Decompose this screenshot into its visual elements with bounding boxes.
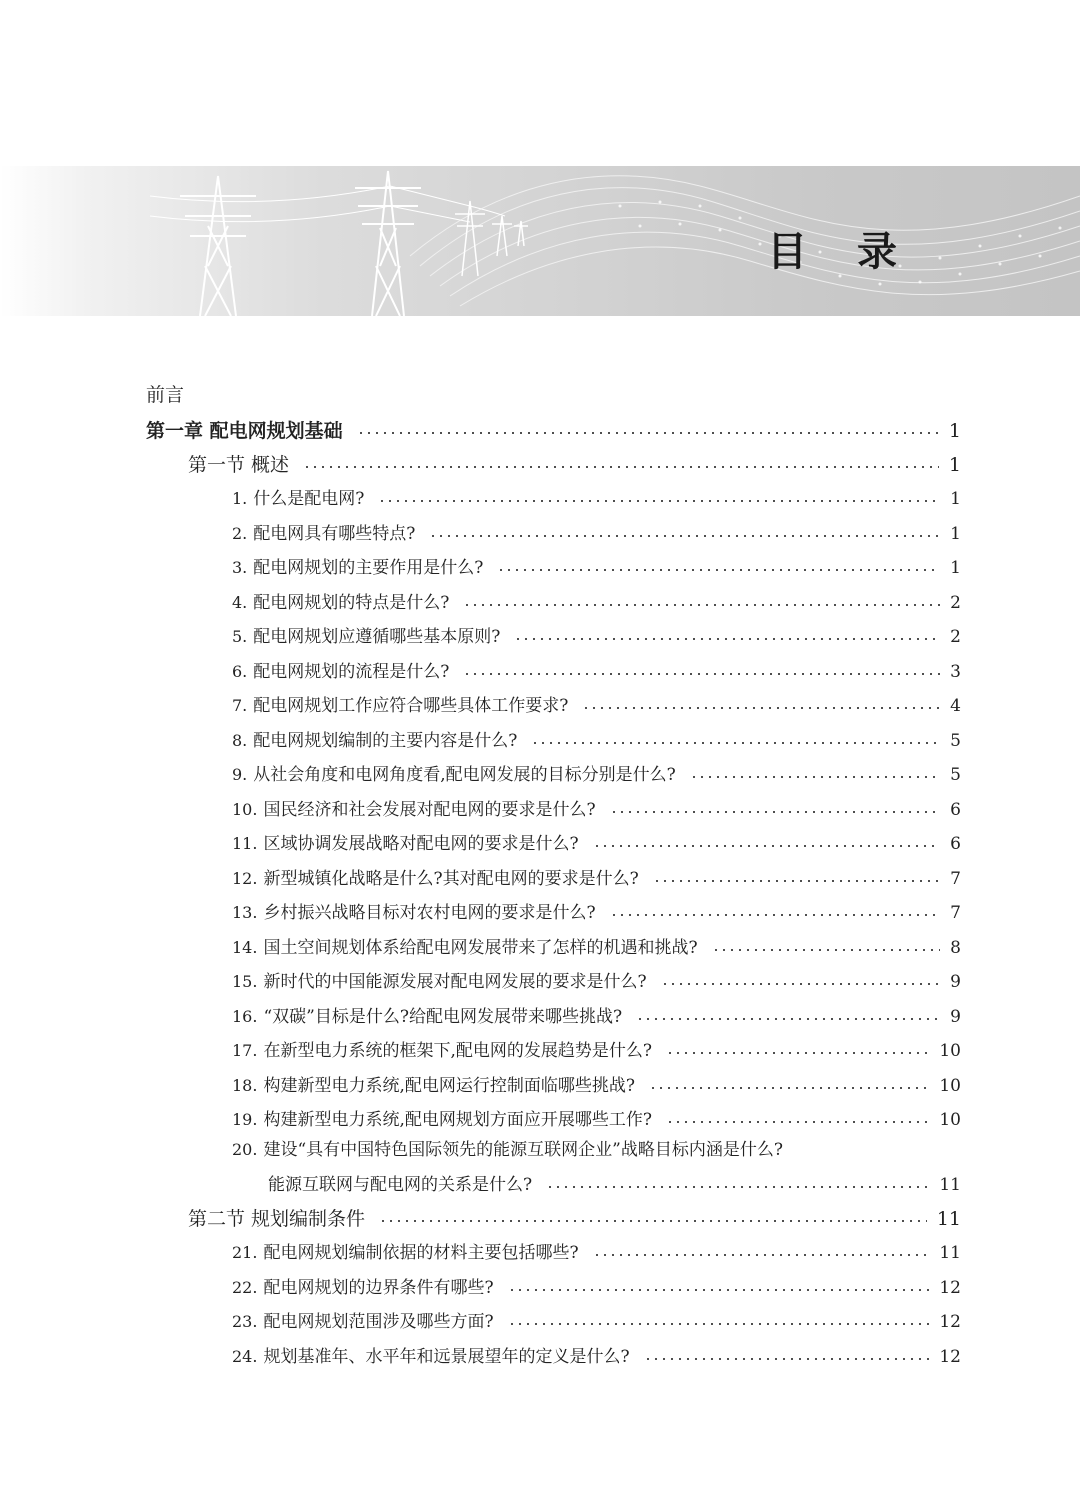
- toc-page-number: 7: [950, 868, 961, 889]
- leader-dots: [610, 914, 941, 916]
- toc-item[interactable]: [232, 896, 961, 930]
- toc-item[interactable]: [232, 1340, 961, 1374]
- toc-page-number: 9: [950, 972, 961, 992]
- toc-item-title: 国土空间规划体系给配电网发展带来了怎样的机遇和挑战?: [263, 937, 698, 958]
- toc-item-text: [232, 1034, 652, 1068]
- leader-dots: [593, 845, 941, 847]
- toc-item[interactable]: [232, 620, 961, 654]
- leader-dots: [582, 707, 940, 709]
- toc-item[interactable]: [232, 724, 961, 758]
- toc-item-title: 在新型电力系统的框架下,配电网的发展趋势是什么?: [263, 1041, 652, 1061]
- toc-item-number: 1.: [232, 489, 248, 508]
- toc-page-number: 1: [950, 489, 961, 509]
- toc-item-number: 16.: [232, 1006, 258, 1026]
- toc-section-label: 第二节 规划编制条件: [188, 1208, 366, 1230]
- toc-item[interactable]: [232, 931, 961, 965]
- toc-item-text: [232, 793, 596, 827]
- leader-dots: [303, 466, 939, 468]
- toc-item[interactable]: [232, 1069, 961, 1103]
- toc-item-number: 2.: [232, 523, 248, 543]
- toc-page-number: 12: [939, 1277, 961, 1298]
- toc-item-20[interactable]: [232, 1133, 961, 1167]
- toc-item-text: [232, 551, 483, 585]
- leader-dots: [379, 1220, 927, 1222]
- toc-item-text: [232, 1069, 635, 1103]
- toc-item-text: [232, 482, 364, 516]
- toc-item-title: 配电网具有哪些特点?: [253, 523, 416, 544]
- toc-item[interactable]: [232, 655, 961, 689]
- toc-page-number: 1: [948, 420, 961, 442]
- toc-item-text: [232, 827, 579, 861]
- toc-page-number: 1: [948, 454, 961, 476]
- toc-page-number: 2: [950, 627, 961, 647]
- toc-item-text: [232, 1271, 494, 1305]
- toc-page-number: 5: [950, 765, 961, 785]
- toc-item-number: 20.: [232, 1140, 258, 1159]
- toc-item-number: 9.: [232, 765, 248, 784]
- toc-item[interactable]: [232, 827, 961, 861]
- leader-dots: [666, 1052, 929, 1054]
- toc-item-title: 配电网规划的主要作用是什么?: [253, 558, 484, 578]
- toc-item[interactable]: [232, 482, 961, 516]
- toc-item-number: 11.: [232, 834, 258, 853]
- toc-item[interactable]: [232, 517, 961, 551]
- toc-page-number: 8: [950, 937, 961, 958]
- leader-dots: [610, 811, 941, 813]
- leader-dots: [636, 1018, 940, 1020]
- leader-dots: [508, 1289, 930, 1291]
- toc-item[interactable]: [232, 758, 961, 792]
- leader-dots: [497, 569, 940, 571]
- toc-page-number: 11: [936, 1208, 961, 1230]
- toc-item-title: 配电网规划的流程是什么?: [253, 661, 450, 682]
- toc-item-number: 17.: [232, 1041, 258, 1060]
- toc-page-number: 1: [950, 558, 961, 578]
- toc-item-text: [232, 862, 639, 896]
- toc-item-text-line1: 建设“具有中国特色国际领先的能源互联网企业”战略目标内涵是什么?: [263, 1140, 783, 1160]
- toc-item-text: [232, 620, 500, 654]
- toc-item-title: “双碳”目标是什么?给配电网发展带来哪些挑战?: [263, 1006, 623, 1027]
- toc-item[interactable]: [232, 862, 961, 896]
- toc-item-text: [232, 689, 568, 723]
- toc-item-number: 18.: [232, 1075, 258, 1095]
- toc-item[interactable]: [232, 1271, 961, 1305]
- toc-item-title: 配电网规划编制依据的材料主要包括哪些?: [263, 1243, 579, 1263]
- toc-item-number: 8.: [232, 730, 248, 750]
- leader-dots: [463, 604, 940, 606]
- toc-item-number: 23.: [232, 1312, 258, 1331]
- toc-page-number: 7: [950, 903, 961, 923]
- toc-item-text-line2: 能源互联网与配电网的关系是什么?: [268, 1175, 533, 1195]
- leader-dots: [644, 1358, 930, 1360]
- toc-page-number: 11: [939, 1243, 961, 1263]
- toc-item-number: 13.: [232, 903, 258, 922]
- toc-item-title: 配电网规划编制的主要内容是什么?: [253, 730, 518, 751]
- toc-page-number: 5: [950, 730, 961, 751]
- toc-page-number: 1: [950, 523, 961, 544]
- toc-item[interactable]: [232, 689, 961, 723]
- leader-dots: [690, 776, 940, 778]
- toc-item-text: [232, 758, 676, 792]
- toc-page-number: 9: [950, 1006, 961, 1027]
- toc-item[interactable]: [232, 965, 961, 999]
- toc-item[interactable]: [232, 1000, 961, 1034]
- toc-item-number: 3.: [232, 558, 248, 577]
- toc-item-text: [232, 1340, 630, 1374]
- toc-item-number: 10.: [232, 799, 258, 819]
- leader-dots: [712, 949, 941, 951]
- toc-chapter-1[interactable]: [146, 414, 961, 448]
- toc-item-title: 配电网规划的边界条件有哪些?: [263, 1277, 494, 1298]
- leader-dots: [429, 535, 940, 537]
- toc-item-text: [232, 931, 698, 965]
- leader-dots: [378, 500, 940, 502]
- leader-dots: [649, 1087, 929, 1089]
- leader-dots: [514, 638, 940, 640]
- toc-item-number: 24.: [232, 1346, 258, 1366]
- toc-item-text: [232, 896, 596, 930]
- toc-item-number: 5.: [232, 627, 248, 646]
- toc-page-number: 3: [950, 661, 961, 682]
- toc-page-number: 10: [939, 1110, 961, 1130]
- toc-page-number: 12: [939, 1312, 961, 1332]
- toc-chapter-label: 第一章 配电网规划基础: [146, 420, 343, 442]
- toc-item-title: 新时代的中国能源发展对配电网发展的要求是什么?: [263, 972, 647, 992]
- page-title: 目 录: [767, 229, 915, 275]
- toc-item-number: 12.: [232, 868, 258, 888]
- toc-item-title: 国民经济和社会发展对配电网的要求是什么?: [263, 799, 596, 820]
- toc-item-text: [232, 586, 449, 620]
- leader-dots: [661, 983, 941, 985]
- toc-section-2[interactable]: [188, 1202, 961, 1236]
- toc-item-number: 6.: [232, 661, 248, 681]
- toc-item[interactable]: [232, 1236, 961, 1270]
- toc-item-text: [232, 1103, 652, 1137]
- power-tower-illustration: [0, 166, 1080, 316]
- toc-page-number: 11: [939, 1175, 961, 1195]
- toc-section-label: 第一节 概述: [188, 454, 290, 476]
- toc-page-number: 6: [950, 834, 961, 854]
- toc-item-number: 21.: [232, 1243, 258, 1262]
- toc-item-text: [232, 1000, 622, 1034]
- leader-dots: [531, 742, 940, 744]
- toc-item-number: 15.: [232, 972, 258, 991]
- toc-item-text: [232, 517, 415, 551]
- toc-page-number: 2: [950, 592, 961, 613]
- toc-item-text: [232, 1133, 783, 1167]
- toc-item-text: [232, 1305, 494, 1339]
- toc-item-number: 14.: [232, 937, 258, 957]
- toc-item-title: 配电网规划应遵循哪些基本原则?: [253, 627, 501, 647]
- toc-page-number: 6: [950, 799, 961, 820]
- toc-item[interactable]: [232, 551, 961, 585]
- toc-item-title: 新型城镇化战略是什么?其对配电网的要求是什么?: [263, 868, 639, 889]
- toc-item-title: 配电网规划的特点是什么?: [253, 592, 450, 613]
- toc-item-20-continued[interactable]: [268, 1168, 961, 1202]
- toc-item-title: 构建新型电力系统,配电网运行控制面临哪些挑战?: [263, 1075, 635, 1096]
- toc-item-text: [232, 965, 647, 999]
- toc-item[interactable]: [232, 586, 961, 620]
- toc-item-text: [232, 655, 449, 689]
- toc-item-number: 7.: [232, 696, 248, 715]
- toc-item-title: 配电网规划工作应符合哪些具体工作要求?: [253, 696, 569, 716]
- toc-item-title: 什么是配电网?: [253, 489, 365, 509]
- toc-item[interactable]: [232, 1305, 961, 1339]
- toc-item-text: [232, 724, 517, 758]
- toc-item-title: 配电网规划范围涉及哪些方面?: [263, 1312, 494, 1332]
- toc-item-title: 构建新型电力系统,配电网规划方面应开展哪些工作?: [263, 1110, 652, 1130]
- toc-page-number: 10: [939, 1075, 961, 1096]
- toc-preface-label: 前言: [146, 384, 185, 406]
- header-banner: [0, 166, 1080, 316]
- toc-item-number: 19.: [232, 1110, 258, 1129]
- toc-item-title: 规划基准年、水平年和远景展望年的定义是什么?: [263, 1346, 630, 1367]
- toc-item-number: 4.: [232, 592, 248, 612]
- leader-dots: [357, 432, 939, 434]
- toc-page-number: 4: [950, 696, 961, 716]
- toc-page-number: 12: [939, 1346, 961, 1367]
- toc-item-title: 区域协调发展战略对配电网的要求是什么?: [263, 834, 579, 854]
- toc-item[interactable]: [232, 793, 961, 827]
- leader-dots: [653, 880, 940, 882]
- toc-item-text: [232, 1236, 579, 1270]
- toc-page-number: 10: [939, 1041, 961, 1061]
- toc-item[interactable]: [232, 1034, 961, 1068]
- leader-dots: [463, 673, 940, 675]
- leader-dots: [508, 1323, 930, 1325]
- leader-dots: [593, 1254, 930, 1256]
- leader-dots: [546, 1186, 929, 1188]
- toc-item-title: 乡村振兴战略目标对农村电网的要求是什么?: [263, 903, 596, 923]
- toc-preface[interactable]: [146, 378, 184, 412]
- leader-dots: [666, 1121, 929, 1123]
- toc-item-number: 22.: [232, 1277, 258, 1297]
- toc-section-1[interactable]: [188, 448, 961, 482]
- toc-item[interactable]: [232, 1103, 961, 1137]
- toc-item-title: 从社会角度和电网角度看,配电网发展的目标分别是什么?: [253, 765, 676, 785]
